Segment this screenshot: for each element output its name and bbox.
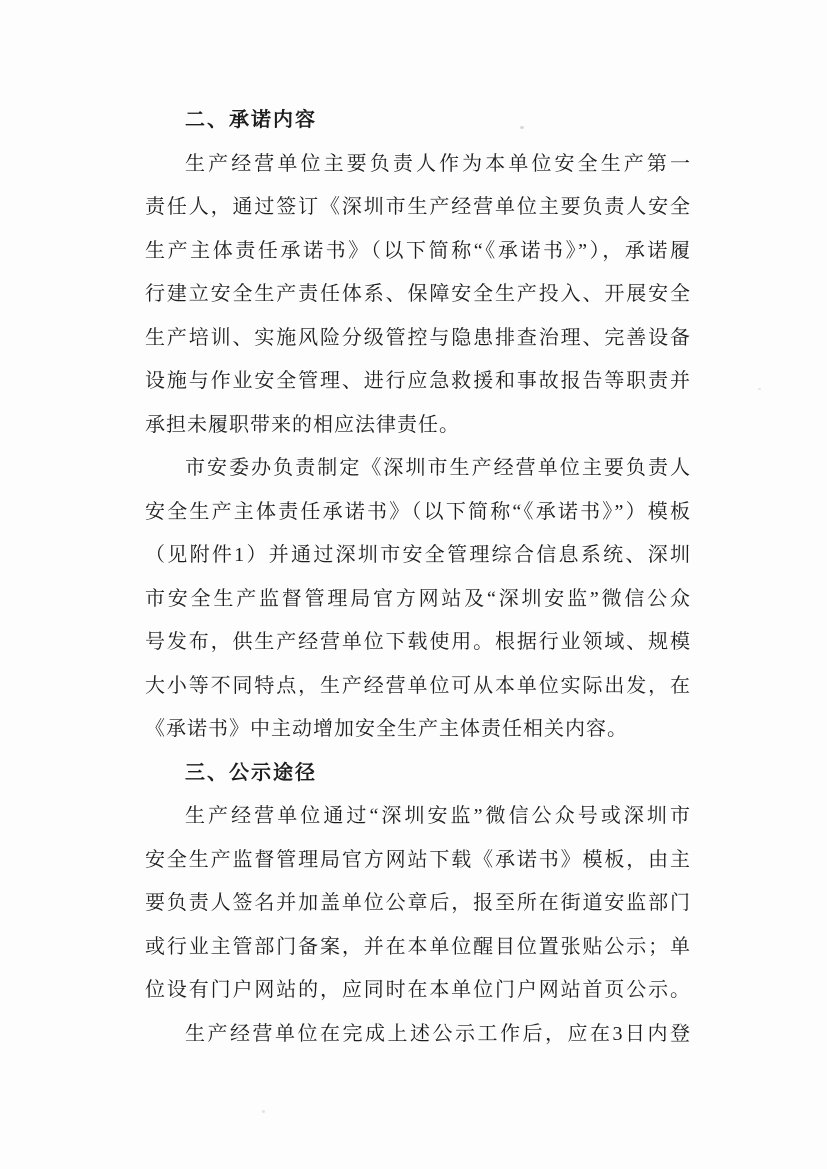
doc-line: 安全生产主体责任承诺书》（以下简称“《承诺书》”）模板: [145, 500, 690, 523]
doc-line: 安全生产监督管理局官方网站下载《承诺书》模板，由主: [145, 848, 690, 871]
scan-speck: [758, 388, 761, 390]
doc-line: 位设有门户网站的，应同时在本单位门户网站首页公示。: [145, 979, 690, 1001]
doc-line: 或行业主管部门备案，并在本单位醒目位置张贴公示；单: [145, 935, 690, 958]
doc-line: 生产经营单位主要负责人作为本单位安全生产第一: [185, 152, 690, 175]
doc-line: 责任人，通过签订《深圳市生产经营单位主要负责人安全: [145, 196, 690, 218]
doc-line: 行建立安全生产责任体系、保障安全生产投入、开展安全: [145, 283, 690, 305]
doc-line: 生产培训、实施风险分级管控与隐患排查治理、完善设备: [145, 326, 690, 349]
section-heading-commitment-content: 二、承诺内容: [185, 109, 317, 131]
doc-line: 设施与作业安全管理、进行应急救援和事故报告等职责并: [145, 370, 690, 392]
doc-line: （见附件1）并通过深圳市安全管理综合信息系统、深圳: [145, 544, 690, 566]
doc-line: 承担未履职带来的相应法律责任。: [145, 413, 460, 436]
document-body: [145, 99, 690, 1056]
doc-line: 大小等不同特点，生产经营单位可从本单位实际出发，在: [145, 674, 690, 697]
doc-line: 生产主体责任承诺书》（以下简称“《承诺书》”），承诺履: [145, 239, 690, 262]
doc-line: 市安委办负责制定《深圳市生产经营单位主要负责人: [185, 457, 690, 479]
doc-line: 市安全生产监督管理局官方网站及“深圳安监”微信公众: [145, 587, 690, 610]
scan-speck: [262, 1110, 265, 1113]
doc-line: 要负责人签名并加盖单位公章后，报至所在街道安监部门: [145, 892, 690, 914]
doc-line: 生产经营单位在完成上述公示工作后，应在3日内登: [185, 1022, 690, 1045]
doc-line: 号发布，供生产经营单位下载使用。根据行业领域、规模: [145, 631, 690, 653]
section-heading-publicity-channels: 三、公示途径: [185, 761, 317, 784]
doc-line: 《承诺书》中主动增加安全生产主体责任相关内容。: [145, 718, 628, 740]
doc-line: 生产经营单位通过“深圳安监”微信公众号或深圳市: [185, 805, 690, 827]
